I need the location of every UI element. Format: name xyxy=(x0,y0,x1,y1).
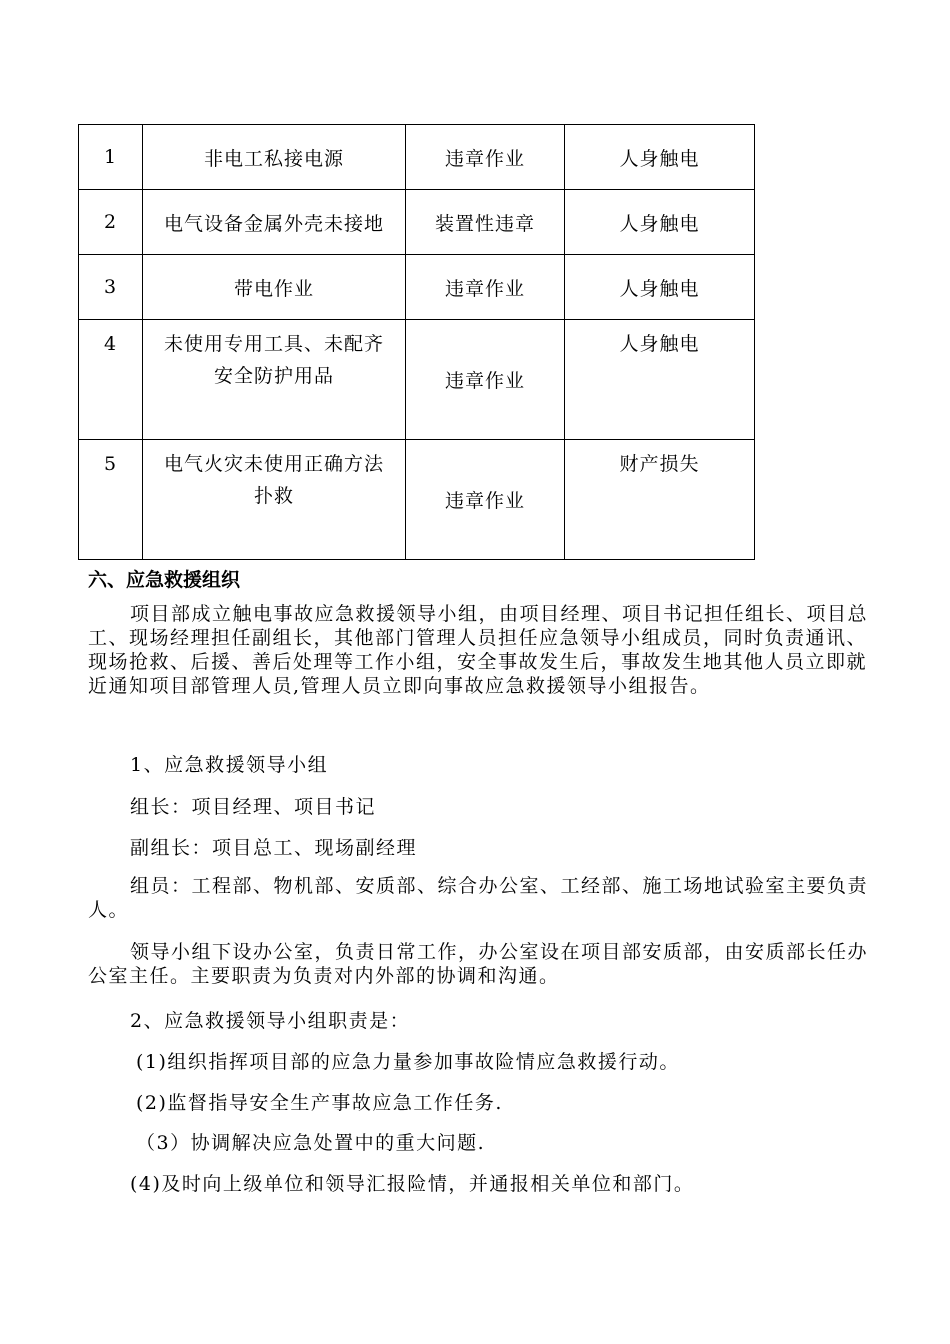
type-cell: 违章作业 xyxy=(406,125,565,190)
consequence-cell: 财产损失 xyxy=(565,440,755,560)
hazard-line: 电气火灾未使用正确方法 xyxy=(163,453,384,475)
duty-line: (4)及时向上级单位和领导汇报险情，并通报相关单位和部门。 xyxy=(130,1173,695,1195)
table-row xyxy=(79,255,755,320)
consequence-cell: 人身触电 xyxy=(565,255,755,320)
hazard-line: 扑救 xyxy=(253,485,294,508)
table-row xyxy=(79,320,755,440)
item-heading: 2、应急救援领导小组职责是： xyxy=(130,1010,411,1032)
consequence-cell: 人身触电 xyxy=(565,125,755,190)
duty-line: （3）协调解决应急处置中的重大问题. xyxy=(136,1132,486,1154)
type-cell: 违章作业 xyxy=(406,255,565,320)
item-heading: 1、应急救援领导小组 xyxy=(130,754,329,776)
type-cell: 装置性违章 xyxy=(406,190,565,255)
row-number: 2 xyxy=(79,190,143,255)
hazard-cell xyxy=(143,320,406,440)
table-row xyxy=(79,190,755,255)
deputy-line: 副组长：项目总工、现场副经理 xyxy=(130,837,418,859)
row-number: 3 xyxy=(79,255,143,320)
duty-line: (1)组织指挥项目部的应急力量参加事故险情应急救援行动。 xyxy=(136,1051,680,1073)
type-cell: 违章作业 xyxy=(406,320,565,440)
hazard-cell xyxy=(143,440,406,560)
row-number: 4 xyxy=(79,320,143,440)
hazard-line: 安全防护用品 xyxy=(213,365,334,388)
duty-line: (2)监督指导安全生产事故应急工作任务. xyxy=(136,1092,503,1114)
hazard-table xyxy=(78,124,755,560)
intro-paragraph xyxy=(88,602,878,698)
hazard-cell: 带电作业 xyxy=(143,255,406,320)
row-number: 1 xyxy=(79,125,143,190)
type-cell: 违章作业 xyxy=(406,440,565,560)
paragraph-text: 组员：工程部、物机部、安质部、综合办公室、工经部、施工场地试验室主要负责人。 xyxy=(88,875,869,921)
paragraph-text: 项目部成立触电事故应急救援领导小组，由项目经理、项目书记担任组长、项目总工、现场经理担任副组长，其他部门管理人员担任应急领导小组成员，同时负责通讯、现场抢救、后援、善后处理等工作小组，安全事故发生后，事故发生地其他人员立即就近通知项目部管理人员,管理人员立即向事故应急救援领导小组报告。 xyxy=(88,603,869,697)
leader-line: 组长：项目经理、项目书记 xyxy=(130,796,377,818)
hazard-cell: 电气设备金属外壳未接地 xyxy=(143,190,406,255)
row-number: 5 xyxy=(79,440,143,560)
consequence-cell: 人身触电 xyxy=(565,190,755,255)
paragraph-text: 领导小组下设办公室，负责日常工作，办公室设在项目部安质部，由安质部长任办公室主任。主要职责为负责对内外部的协调和沟通。 xyxy=(88,941,869,987)
hazard-line: 未使用专用工具、未配齐 xyxy=(163,333,384,355)
hazard-cell: 非电工私接电源 xyxy=(143,125,406,190)
table-row xyxy=(79,125,755,190)
members-paragraph xyxy=(88,874,878,922)
office-paragraph xyxy=(88,940,878,988)
consequence-cell: 人身触电 xyxy=(565,320,755,440)
table-row xyxy=(79,440,755,560)
section-heading: 六、应急救援组织 xyxy=(88,569,241,591)
